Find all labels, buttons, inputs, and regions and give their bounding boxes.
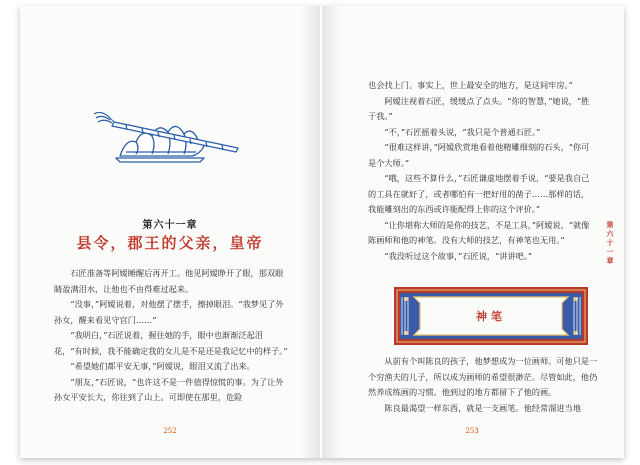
story-text bbox=[368, 354, 600, 416]
gutter-shadow-right bbox=[322, 6, 340, 458]
paragraph: “我明白，”石匠说着，握住她的手，眼中也渐渐泛起泪花，“有时候，我不能确定我的女儿是不是还是我记忆中的样子。” bbox=[54, 330, 288, 356]
paragraph: “很难这样讲，”阿嫒欣赏地看着他精雕细刻的石头，“你可是个大师。” bbox=[368, 142, 590, 168]
chapter-number: 第六十一章 bbox=[142, 220, 198, 231]
paragraph: 阿嫒注视着石匠，缓缓点了点头。“你的智慧，”她说，“胜于我。” bbox=[368, 95, 590, 121]
paragraph: “希望她们都平安无事，”阿嫒说，眼泪又流了出来。 bbox=[70, 361, 255, 371]
book-spread bbox=[20, 6, 624, 458]
paragraph: “哦，这些不算什么，”石匠谦虚地摆着手说，“要是我自己的工具在就好了，或者哪怕有一把好用的凿子……那样的话，我能雕刻出的东西或许能配得上你的这个评价。” bbox=[368, 173, 590, 214]
paragraph: “不，”石匠摇着头说，“我只是个普通石匠。” bbox=[384, 126, 541, 137]
paragraph: “我没听过这个故事，”石匠说，“讲讲吧。” bbox=[384, 250, 533, 261]
paragraph: 也会找上门。事实上，世上最安全的地方，是这间牢房。” bbox=[368, 80, 573, 90]
right-body-text bbox=[368, 78, 596, 264]
paragraph: 石匠准备等阿嫒睡醒后再开工。他见阿嫒睁开了眼，那双眼睛盈满泪水，让他也不由得难过起来。 bbox=[54, 268, 284, 294]
paragraph: “让你堪称大师的是你的技艺，不是工具，”阿嫒说，“就像陈画师和他的神笔。没有大师的技艺，有神笔也无用。” bbox=[368, 219, 590, 245]
chapter-title: 县令，郡王的父亲，皇帝 bbox=[76, 234, 264, 252]
paragraph: “没事，”阿嫒说着，对他摆了摆手，擦掉眼泪。“我梦见了外孙女，醒来看见守宫门……” bbox=[54, 299, 284, 325]
right-page bbox=[322, 6, 624, 458]
paragraph: 陈良最渴望一样东西，就是一支画笔。他经常溜进当地 bbox=[384, 402, 581, 413]
section-title: 神笔 bbox=[476, 310, 506, 323]
paragraph: 从前有个叫陈良的孩子，他梦想成为一位画师。可他只是一个穷渔夫的儿子，所以成为画师的希望很渺茫。尽管如此，他仍然养成练画的习惯。他到过的地方都留下了他的画。 bbox=[368, 356, 598, 397]
left-page bbox=[20, 6, 320, 458]
chapter-side-label: 第六十一章 bbox=[606, 220, 614, 265]
page-number-left: 252 bbox=[163, 427, 177, 435]
left-body-text bbox=[54, 266, 290, 406]
brush-rest-illustration bbox=[92, 108, 242, 166]
paragraph: “朋友，”石匠说，“也许这不是一件值得惊慌的事。为了让外孙女平安长大，你往到了山上。可即使在那里，危险 bbox=[54, 376, 284, 402]
page-number-right: 253 bbox=[465, 427, 479, 435]
